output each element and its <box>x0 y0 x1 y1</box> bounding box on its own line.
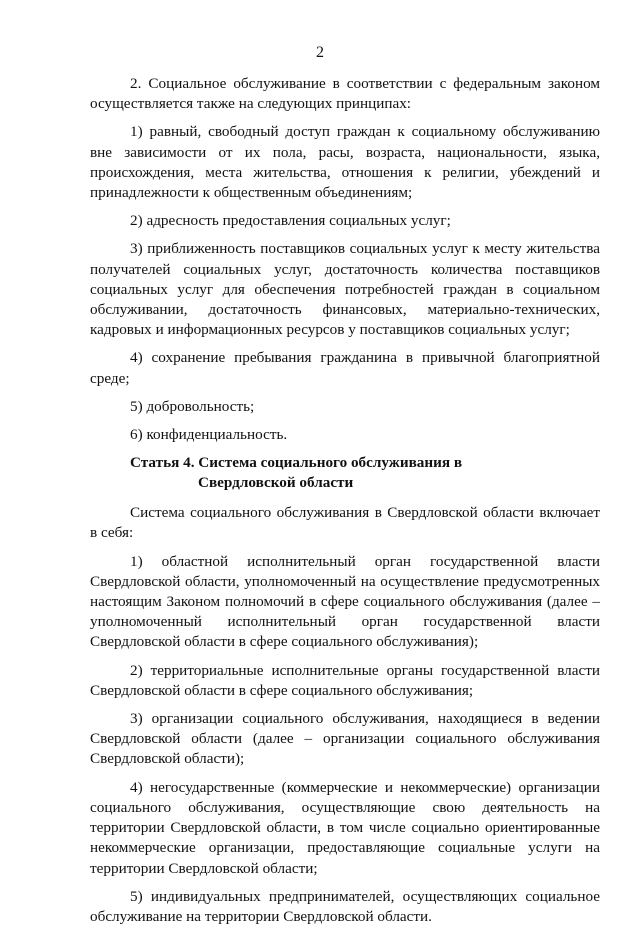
paragraph-system-item-4: 4) негосударственные (коммерческие и некоммерческие) организации социального обслуживания, осуществляющие свою деятельность на территории Свердловской области, в том числе социально ориентированные некоммерческие организации, предоставляющие социальные услуги на территории Свердловской области; <box>90 778 600 877</box>
paragraph-principle-2: 2) адресность предоставления социальных услуг; <box>130 212 451 230</box>
paragraph-system-item-5: 5) индивидуальных предпринимателей, осуществляющих социальное обслуживание на территории Свердловской области. <box>90 887 600 925</box>
paragraph-system-item-3: 3) организации социального обслуживания, находящиеся в ведении Свердловской области (далее – организации социального обслуживания Свердловской области); <box>90 710 600 768</box>
paragraph-principles-intro: 2. Социальное обслуживание в соответствии с федеральным законом осуществляется также на следующих принципах: <box>90 75 600 113</box>
page-number: 2 <box>316 44 324 61</box>
article-heading <box>90 453 600 493</box>
paragraph-principle-3: 3) приближенность поставщиков социальных услуг к месту жительства получателей социальных услуг, достаточность количества поставщиков социальных услуг для обеспечения потребностей граждан в социальном обслуживании, достаточность финансовых, материально-технических, кадровых и информационных ресурсов у поставщиков социальных услуг; <box>90 240 600 339</box>
paragraph-system-item-2: 2) территориальные исполнительные органы государственной власти Свердловской области в сфере социального обслуживания; <box>90 661 600 699</box>
paragraph-principle-6: 6) конфиденциальность. <box>130 426 288 444</box>
paragraph-principle-4: 4) сохранение пребывания гражданина в привычной благоприятной среде; <box>90 349 600 387</box>
paragraph-system-item-1: 1) областной исполнительный орган государственной власти Свердловской области, уполномоченный на осуществление предусмотренных настоящим Законом полномочий в сфере социального обслуживания (далее – уполномоченный исполнительный орган государственной власти Свердловской области в сфере социального обслуживания); <box>90 552 600 651</box>
paragraph-principle-5: 5) добровольность; <box>130 397 255 415</box>
document-body <box>90 74 600 935</box>
article-heading-line-1: Статья 4. Система социального обслуживания в <box>130 454 463 472</box>
paragraph-system-intro: Система социального обслуживания в Свердловской области включает в себя: <box>90 504 600 542</box>
article-heading-line-2: Свердловской области <box>198 474 354 492</box>
paragraph-principle-1: 1) равный, свободный доступ граждан к социальному обслуживанию вне зависимости от их пола, расы, возраста, национальности, языка, происхождения, места жительства, отношения к религии, убеждений и принадлежности к общественным объединениям; <box>90 123 600 202</box>
